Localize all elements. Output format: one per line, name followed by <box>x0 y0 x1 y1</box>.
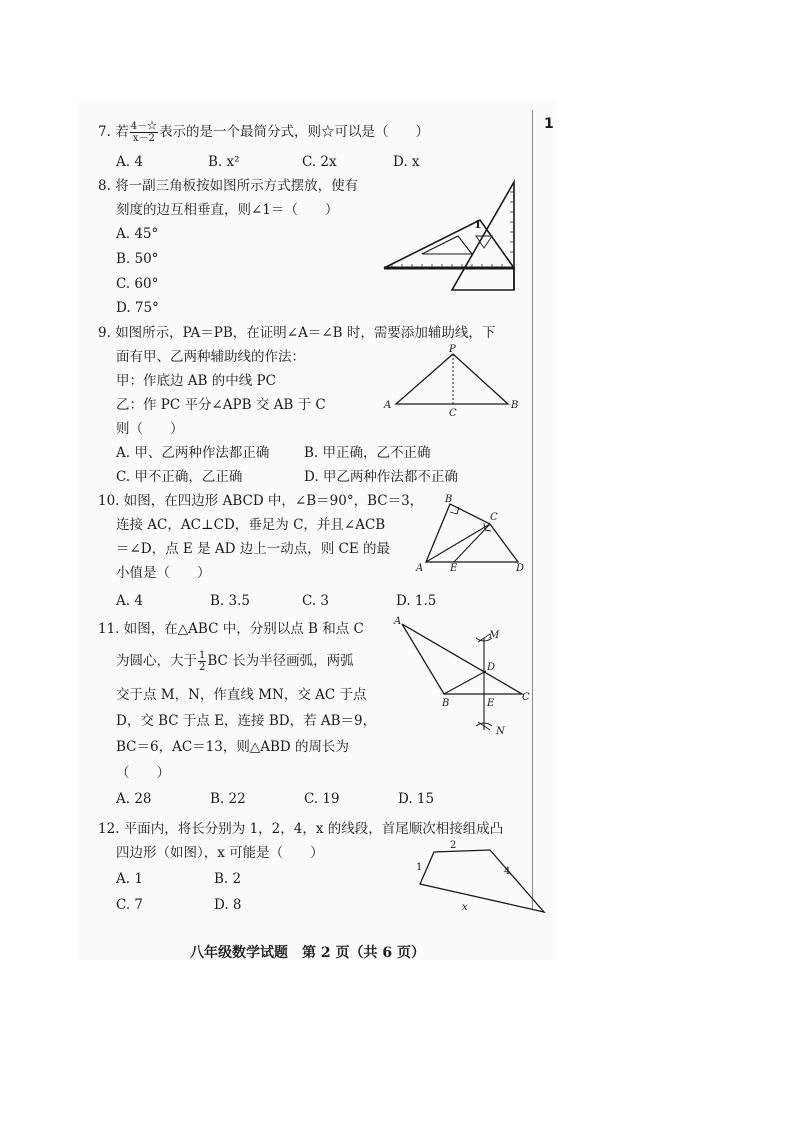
q10-option-a: A. 4 <box>116 593 143 609</box>
q8-number: 8. <box>98 178 111 194</box>
q10-option-c: C. 3 <box>302 593 330 609</box>
q7-frac-denominator: x－2 <box>132 133 155 144</box>
q11-line-2 <box>116 650 354 673</box>
question-10 <box>98 492 423 510</box>
q12-option-d: D. 8 <box>214 897 242 913</box>
q11-line-6: （ ） <box>116 765 170 781</box>
q11-segment-bd <box>444 671 486 694</box>
q9-option-a: A. 甲、乙两种作法都正确 <box>116 445 270 461</box>
q8-triangle-ruler-left <box>384 220 514 268</box>
q12-label-side-2: 2 <box>450 840 457 851</box>
q11-label-b: B <box>442 698 450 709</box>
q11-line-5: BC＝6，AC＝13，则△ABD 的周长为 <box>116 739 350 755</box>
q7-option-b: B. x² <box>208 154 240 170</box>
q11-label-c: C <box>522 692 530 703</box>
q12-option-c: C. 7 <box>116 897 144 913</box>
q9-option-b: B. 甲正确，乙不正确 <box>304 445 431 461</box>
q7-option-d: D. x <box>393 154 420 170</box>
q8-angle-label: 1 <box>474 218 482 231</box>
q10-diagonal-ac <box>426 524 490 562</box>
q8-option-d: D. 75° <box>116 300 159 316</box>
q9-figure-isosceles-triangle <box>380 344 526 420</box>
q7-number: 7. <box>98 124 111 140</box>
question-9 <box>98 324 495 342</box>
q11-frac-denominator: 2 <box>199 662 206 673</box>
q11-line-4: D，交 BC 于点 E，连接 BD，若 AB＝9， <box>116 713 377 729</box>
q8-option-c: C. 60° <box>116 276 159 292</box>
q9-line-2: 面有甲、乙两种辅助线的作法： <box>116 349 305 365</box>
q11-option-a: A. 28 <box>116 791 152 807</box>
q9-label-b: B <box>511 400 519 411</box>
q10-line-3: ＝∠D，点 E 是 AD 边上一动点，则 CE 的最 <box>116 541 390 557</box>
q12-option-b: B. 2 <box>214 871 242 887</box>
question-8 <box>98 177 358 195</box>
q12-line-2: 四边形（如图），x 可能是（ ） <box>116 845 324 861</box>
q7-option-c: C. 2x <box>302 154 337 170</box>
q10-label-e: E <box>450 563 458 574</box>
q9-label-p: P <box>449 344 456 355</box>
q8-figure-set-squares <box>380 178 530 294</box>
q7-lead: 若 <box>115 124 129 140</box>
q7-frac-numerator: 4－☆ <box>130 121 158 132</box>
q11-fraction <box>198 650 206 673</box>
q12-label-side-x: x <box>462 902 468 913</box>
q10-label-c: C <box>490 512 498 523</box>
q9-line-3: 甲：作底边 AB 的中线 PC <box>116 373 276 389</box>
q10-option-b: B. 3.5 <box>210 593 250 609</box>
q11-label-m: M <box>489 630 500 641</box>
edge-mark: 1 <box>544 116 554 132</box>
question-12 <box>98 820 503 838</box>
q9-option-d: D. 甲乙两种作法都不正确 <box>304 469 458 485</box>
q8-option-b: B. 50° <box>116 251 159 267</box>
q8-option-a: A. 45° <box>116 226 159 242</box>
q10-line-1: 如图，在四边形 ABCD 中，∠B＝90°，BC＝3， <box>123 493 424 509</box>
q11-label-e: E <box>487 698 495 709</box>
q11-number: 11. <box>98 621 120 637</box>
q12-figure-convex-quadrilateral <box>412 838 552 918</box>
q10-label-d: D <box>516 563 525 574</box>
q9-label-c: C <box>449 408 457 419</box>
q10-line-4: 小值是（ ） <box>116 565 211 581</box>
q11-line-2-post: BC 长为半径画弧，两弧 <box>207 653 354 669</box>
q12-label-side-4: 4 <box>504 866 511 877</box>
q8-line-2: 刻度的边互相垂直，则∠1＝（ ） <box>116 202 339 218</box>
q10-label-b: B <box>445 494 453 505</box>
q10-number: 10. <box>98 493 120 509</box>
q9-label-a: A <box>384 400 392 411</box>
page-footer: 八年级数学试题 第 2 页（共 6 页） <box>190 945 425 961</box>
q10-line-2: 连接 AC，AC⊥CD，垂足为 C，并且∠ACB <box>116 517 386 533</box>
q11-figure-perpendicular-bisector <box>392 614 538 740</box>
q11-option-d: D. 15 <box>398 791 435 807</box>
q12-number: 12. <box>98 821 120 837</box>
q9-line-1: 如图所示，PA＝PB，在证明∠A＝∠B 时，需要添加辅助线，下 <box>115 325 496 341</box>
question-7 <box>98 121 429 144</box>
q11-option-b: B. 22 <box>210 791 246 807</box>
q7-fraction <box>130 121 158 144</box>
q9-option-c: C. 甲不正确，乙正确 <box>116 469 243 485</box>
q7-text: 表示的是一个最简分式，则☆可以是（ ） <box>159 124 430 140</box>
q9-line-4: 乙：作 PC 平分∠APB 交 AB 于 C <box>116 397 326 413</box>
q7-option-a: A. 4 <box>116 154 143 170</box>
q10-label-a: A <box>416 563 424 574</box>
q8-line-1: 将一副三角板按如图所示方式摆放，使有 <box>115 178 359 194</box>
q9-line-5: 则（ ） <box>116 421 184 437</box>
q11-frac-numerator: 1 <box>199 650 206 661</box>
q11-option-c: C. 19 <box>304 791 340 807</box>
q11-line-1: 如图，在△ABC 中，分别以点 B 和点 C <box>123 621 364 637</box>
q11-line-3: 交于点 M，N，作直线 MN，交 AC 于点 <box>116 687 367 703</box>
q11-label-d: D <box>487 662 496 673</box>
q12-option-a: A. 1 <box>116 871 143 887</box>
q12-line-1: 平面内，将长分别为 1，2，4，x 的线段，首尾顺次相接组成凸 <box>123 821 504 837</box>
q11-label-a: A <box>394 616 402 627</box>
q8-ruler-ticks <box>392 192 514 268</box>
q11-line-2-pre: 为圆心，大于 <box>116 653 197 669</box>
q10-option-d: D. 1.5 <box>396 593 437 609</box>
q9-number: 9. <box>98 325 111 341</box>
q11-label-n: N <box>496 726 505 737</box>
q12-label-side-1: 1 <box>416 862 423 873</box>
q10-figure-quadrilateral <box>412 490 534 574</box>
question-11 <box>98 620 364 638</box>
